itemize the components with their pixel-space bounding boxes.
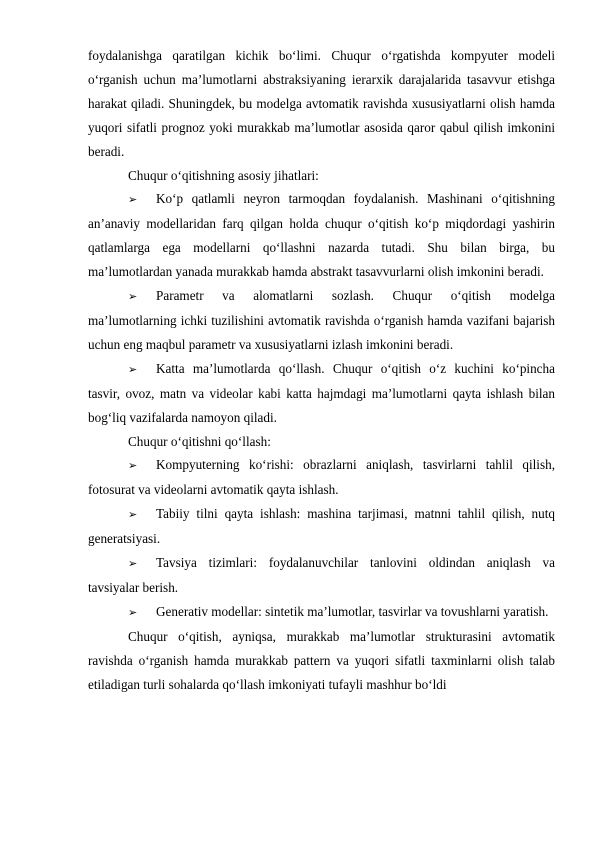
aspect-item-1 — [88, 187, 555, 284]
application-item-text: Tabiiy tilni qayta ishlash: mashina tarjimasi, matnni tahlil qilish, nutq generatsiyasi. — [88, 506, 555, 547]
aspect-item-text: Katta ma’lumotlarda qo‘llash. Chuqur o‘qitish o‘z kuchini ko‘pincha tasvir, ovoz, matn va videolar kabi katta hajmdagi ma’lumotlarni qayta ishlash bilan bog‘liq vazifalarda namoyon qiladi. — [88, 360, 555, 425]
application-item-4 — [88, 600, 555, 625]
arrow-bullet-icon: ➢ — [128, 508, 138, 522]
application-item-1 — [88, 453, 555, 502]
aspect-item-2 — [88, 284, 555, 357]
application-item-text: Generativ modellar: sintetik ma’lumotlar, tasvirlar va tovushlarni yaratish. — [156, 603, 549, 619]
arrow-bullet-icon: ➢ — [128, 290, 138, 304]
arrow-bullet-icon: ➢ — [128, 362, 138, 376]
aspects-heading: Chuqur o‘qitishning asosiy jihatlari: — [128, 167, 319, 183]
aspect-item-3 — [88, 357, 555, 430]
application-item-text: Tavsiya tizimlari: foydalanuvchilar tanlovini oldindan aniqlash va tavsiyalar berish. — [88, 555, 555, 595]
document-body — [88, 44, 555, 696]
closing-paragraph: Chuqur o‘qitish, ayniqsa, murakkab ma’lumotlar strukturasini avtomatik ravishda o‘rganish hamda murakkab pattern va yuqori sifatli taxminlarni olish talab etiladigan turli sohalarda qo‘llash imkoniyati tufayli mashhur bo‘ldi — [88, 628, 555, 692]
application-item-3 — [88, 551, 555, 600]
aspect-item-text: Parametr va alomatlarni sozlash. Chuqur o‘qitish modelga ma’lumotlarning ichki tuzilishini avtomatik ravishda o‘rganish hamda vazifani bajarish uchun eng maqbul parametr va xususiyatlarni izlash imkonini beradi. — [88, 288, 555, 352]
arrow-bullet-icon: ➢ — [128, 605, 138, 619]
arrow-bullet-icon: ➢ — [128, 193, 138, 207]
arrow-bullet-icon: ➢ — [128, 557, 138, 571]
applications-heading: Chuqur o‘qitishni qo‘llash: — [128, 433, 271, 449]
intro-paragraph: foydalanishga qaratilgan kichik bo‘limi. Chuqur o‘rgatishda kompyuter modeli o‘rganish uchun ma’lumotlarni abstraksiyaning ierarxik darajalarida tasavvur etishga harakat qiladi. Shuningdek, bu modelga avtomatik ravishda xususiyatlarni olish hamda yuqori sifatli prognoz yoki murakkab ma’lumotlar asosida qaror qabul qilish imkonini beradi. — [88, 48, 555, 159]
aspect-item-text: Ko‘p qatlamli neyron tarmoqdan foydalanish. Mashinani o‘qitishning an’anaviy modellaridan farq qilgan holda chuqur o‘qitish ko‘p miqdordagi yashirin qatlamlarga ega modellarni qo‘llashni nazarda tutadi. Shu bilan birga, bu ma’lumotlardan yanada murakkab hamda abstrakt tasavvurlarni olish imkonini beradi. — [88, 191, 555, 280]
arrow-bullet-icon: ➢ — [128, 459, 138, 473]
application-item-text: Kompyuterning ko‘rishi: obrazlarni aniqlash, tasvirlarni tahlil qilish, fotosurat va videolarni avtomatik qayta ishlash. — [88, 457, 555, 498]
application-item-2 — [88, 502, 555, 551]
